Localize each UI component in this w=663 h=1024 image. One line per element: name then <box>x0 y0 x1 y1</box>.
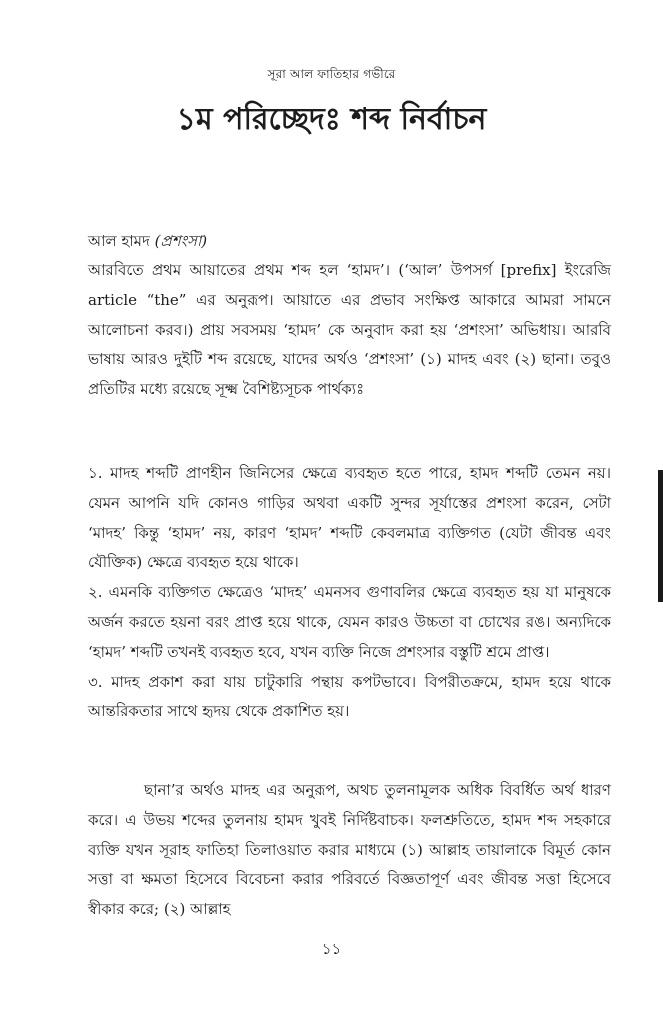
point-2: ২. এমনকি ব্যক্তিগত ক্ষেত্রেও ‘মাদহ’ এমনসব গুণাবলির ক্ষেত্রে ব্যবহৃত হয় যা মানুষকে অর্জন করতে হয়না বরং প্রাপ্ত হয়ে থাকে, যেমন কারও উচ্চতা বা চোখের রঙ। অন্যদিকে ‘হামদ’ শব্দটি তখনই ব্যবহৃত হবে, যখন ব্যক্তি নিজে প্রশংসার বস্তুটি শ্রমে প্রাপ্ত। <box>88 583 611 661</box>
section-term: আল হামদ <box>88 232 150 250</box>
points-list <box>88 459 611 727</box>
point-1: ১. মাদহ শব্দটি প্রাণহীন জিনিসের ক্ষেত্রে ব্যবহৃত হতে পারে, হামদ শব্দটি তেমন নয়। যেমন আপনি যদি কোনও গাড়ির অথবা একটি সুন্দর সূর্যাস্তের প্রশংসা করেন, সেটা ‘মাদহ’ কিন্তু ‘হামদ’ নয়, কারণ ‘হামদ’ শব্দটি কেবলমাত্র ব্যক্তিগত (যেটা জীবন্ত এবং যৌক্তিক) ক্ষেত্রে ব্যবহৃত হয়ে থাকে। <box>88 464 611 572</box>
intro-text: আরবিতে প্রথম আয়াতের প্রথম শব্দ হল ‘হামদ’। (‘আল’ উপসর্গ [prefix] ইংরেজি article “the” এর অনুরূপ। আয়াতে এর প্রভাব সংক্ষিপ্ত আকারে আমরা সামনে আলোচনা করব।) প্রায় সবসময় ‘হামদ’ কে অনুবাদ করা হয় ‘প্রশংসা’ অভিধায়। আরবি ভাষায় আরও দুইটি শব্দ রয়েছে, যাদের অর্থও ‘প্রশংসা’ (১) মাদহ এবং (২) ছানা। তবুও প্রতিটির মধ্যে রয়েছে সূক্ষ্ম বৈশিষ্ট্যসূচক পার্থক্যঃ <box>88 261 611 399</box>
page-number: ১১ <box>321 940 342 958</box>
chapter-title: ১ম পরিচ্ছেদঃ শব্দ নির্বাচন <box>176 102 487 137</box>
intro-paragraph <box>88 256 611 405</box>
point-3: ৩. মাদহ প্রকাশ করা যায় চাটুকারি পন্থায় কপটভাবে। বিপরীতক্রমে, হামদ হয়ে থাকে আন্তরিকতার সাথে হৃদয় থেকে প্রকাশিত হয়। <box>88 672 611 721</box>
section-heading <box>88 230 207 252</box>
sana-paragraph <box>88 776 611 925</box>
section-gloss: (প্রশংসা) <box>154 232 208 250</box>
running-header: সূরা আল ফাতিহার গভীরে <box>267 67 396 81</box>
sana-text: ছানা’র অর্থও মাদহ এর অনুরূপ, অথচ তুলনামূলক অধিক বিবর্ধিত অর্থ ধারণ করে। এ উভয় শব্দের তুলনায় হামদ খুবই নির্দিষ্টবাচক। ফলশ্রুতিতে, হামদ শব্দ সহকারে ব্যক্তি যখন সূরাহ ফাতিহা তিলাওয়াত করার মাধ্যমে (১) আল্লাহ তায়ালাকে বিমূর্ত কোন সত্তা বা ক্ষমতা হিসেবে বিবেচনা করার পরিবর্তে বিজ্ঞতাপূর্ণ এবং জীবন্ত সত্তা হিসেবে স্বীকার করে; (২) আল্লাহ <box>88 781 611 919</box>
page-edge-marker <box>658 470 663 602</box>
